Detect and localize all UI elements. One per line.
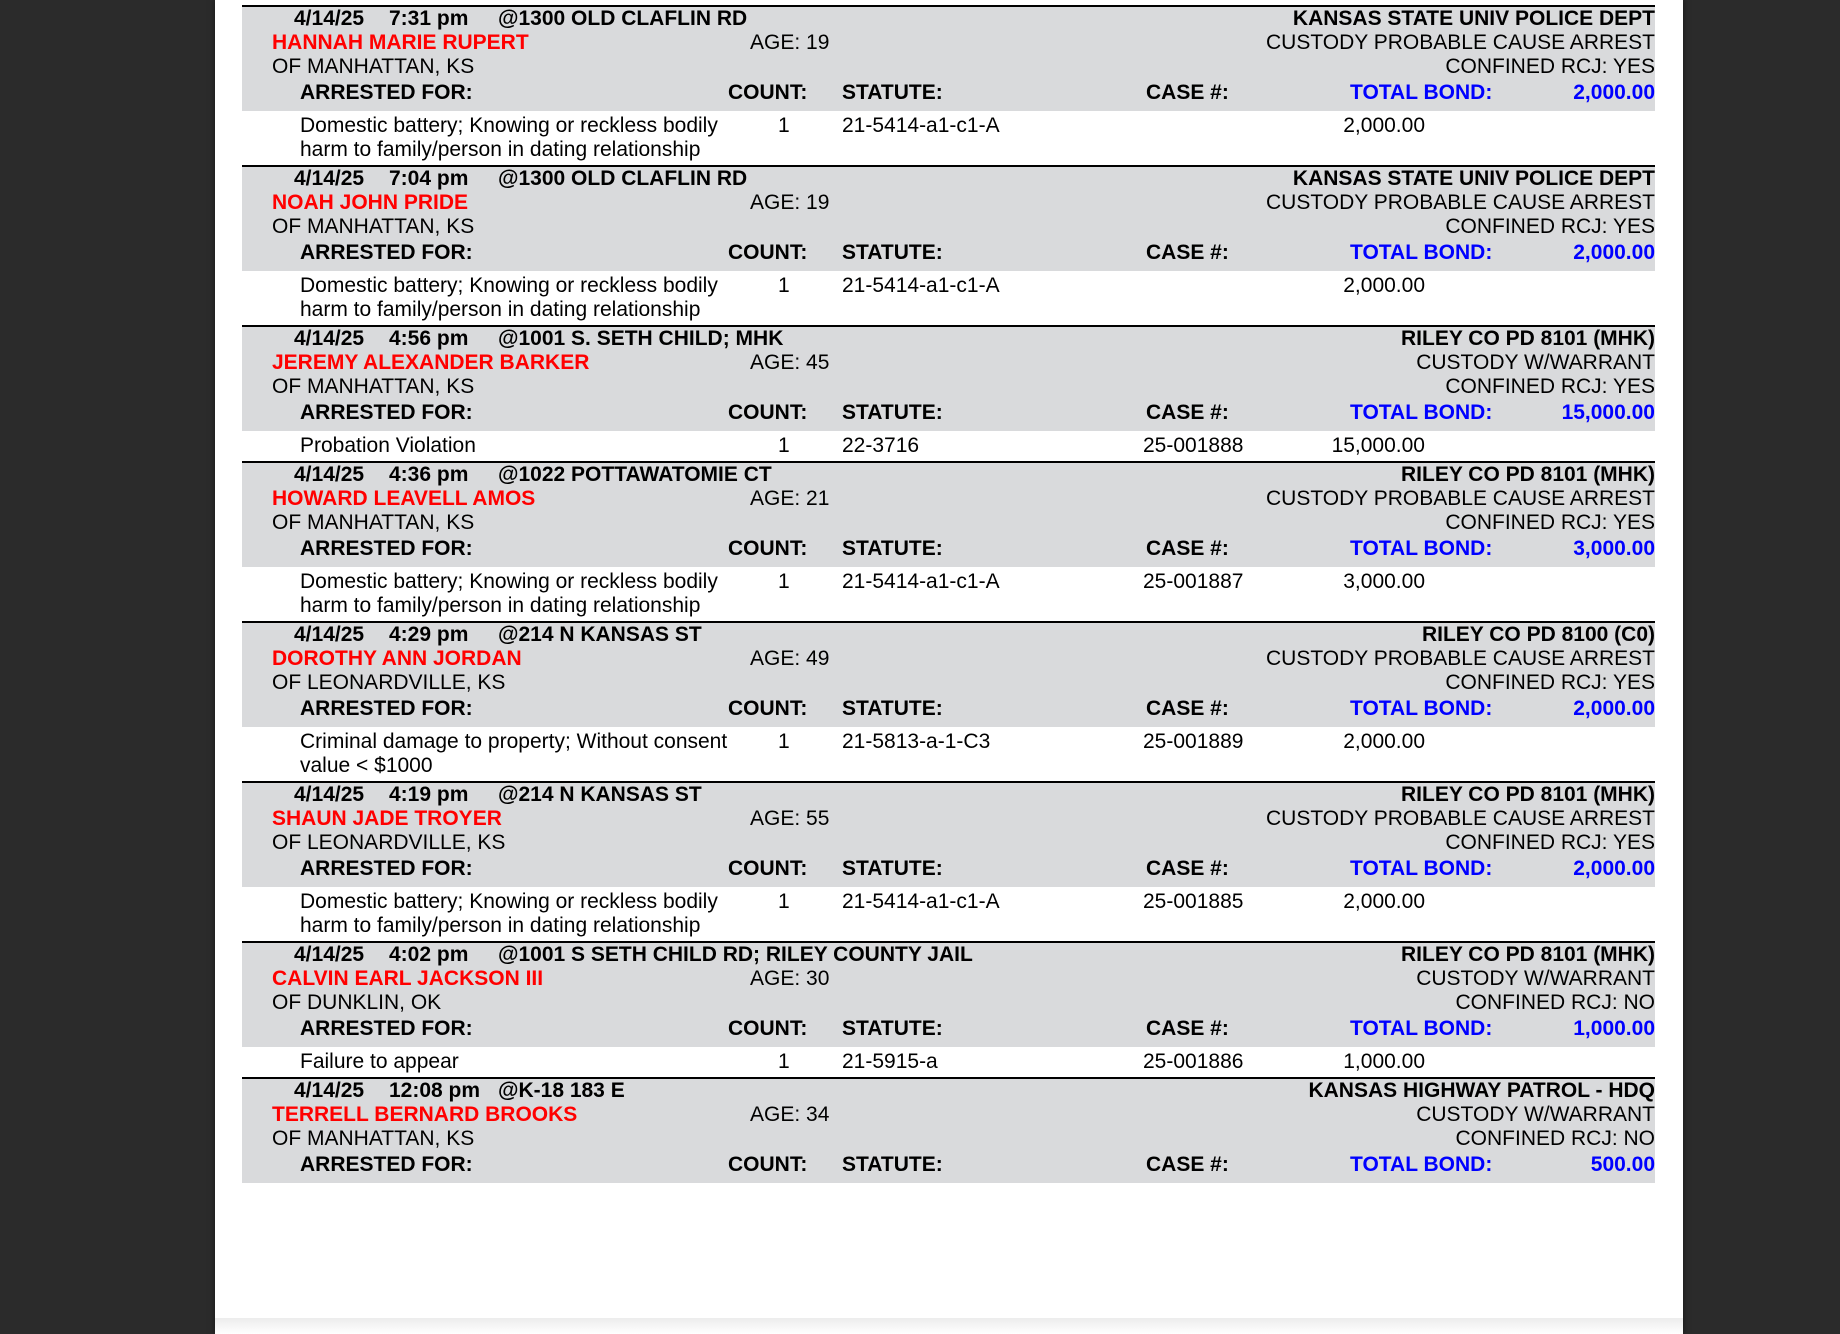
arrestee-residence: OF LEONARDVILLE, KS — [272, 671, 506, 694]
charge-description-cont: value < $1000 — [300, 754, 433, 777]
charge-bond: 2,000.00 — [1343, 890, 1425, 913]
arrest-time: 7:04 pm — [389, 167, 469, 190]
arrest-location: @K-18 183 E — [498, 1079, 625, 1102]
charge-bond: 2,000.00 — [1343, 730, 1425, 753]
page-bottom-edge — [215, 1318, 1683, 1334]
record-header — [242, 943, 1655, 1047]
custody-type: CUSTODY PROBABLE CAUSE ARREST — [1265, 191, 1655, 214]
arrest-location: @1022 POTTAWATOMIE CT — [498, 463, 772, 486]
arrest-time: 12:08 pm — [389, 1079, 481, 1102]
arrestee-name: NOAH JOHN PRIDE — [272, 191, 469, 214]
arrested-for-label: ARRESTED FOR: — [300, 1017, 473, 1040]
arrest-record — [242, 5, 1655, 165]
total-bond-label: TOTAL BOND: — [1350, 857, 1493, 880]
arrestee-name: CALVIN EARL JACKSON III — [272, 967, 544, 990]
arrestee-name: SHAUN JADE TROYER — [272, 807, 502, 830]
total-bond-value: 2,000.00 — [1573, 81, 1655, 104]
statute-label: STATUTE: — [842, 401, 943, 424]
charge-bond: 15,000.00 — [1331, 434, 1425, 457]
statute-label: STATUTE: — [842, 81, 943, 104]
confined-status: CONFINED RCJ: YES — [1445, 671, 1655, 694]
case-label: CASE #: — [1146, 241, 1229, 264]
arrest-time: 4:29 pm — [389, 623, 469, 646]
charge-row — [242, 431, 1655, 461]
charge-count: 1 — [778, 730, 790, 753]
arrest-date: 4/14/25 — [294, 167, 365, 190]
statute-label: STATUTE: — [842, 537, 943, 560]
arrestee-residence: OF DUNKLIN, OK — [272, 991, 442, 1014]
charge-description-cont: harm to family/person in dating relationship — [300, 298, 701, 321]
arrest-records-list — [242, 5, 1655, 1183]
arrest-location: @1300 OLD CLAFLIN RD — [498, 167, 748, 190]
charge-row — [242, 887, 1655, 941]
case-label: CASE #: — [1146, 401, 1229, 424]
arrestee-age: AGE: 21 — [750, 487, 830, 510]
arrestee-age: AGE: 34 — [750, 1103, 830, 1126]
charge-description: Probation Violation — [300, 434, 476, 457]
arrest-location: @1300 OLD CLAFLIN RD — [498, 7, 748, 30]
charge-row — [242, 727, 1655, 781]
charge-description: Domestic battery; Knowing or reckless bodily — [300, 570, 718, 593]
charge-statute: 21-5414-a1-c1-A — [842, 570, 1000, 593]
count-label: COUNT: — [728, 537, 808, 560]
charge-bond: 2,000.00 — [1343, 274, 1425, 297]
arrest-date: 4/14/25 — [294, 623, 365, 646]
charge-case-number: 25-001887 — [1143, 570, 1244, 593]
charge-description: Criminal damage to property; Without consent — [300, 730, 728, 753]
arrest-date: 4/14/25 — [294, 783, 365, 806]
charge-row — [242, 1047, 1655, 1077]
charge-description: Domestic battery; Knowing or reckless bodily — [300, 274, 718, 297]
custody-type: CUSTODY W/WARRANT — [1416, 351, 1655, 374]
arrest-time: 4:36 pm — [389, 463, 469, 486]
charge-statute: 21-5915-a — [842, 1050, 938, 1073]
total-bond-value: 2,000.00 — [1573, 697, 1655, 720]
charge-description-cont: harm to family/person in dating relationship — [300, 914, 701, 937]
arrestee-name: HANNAH MARIE RUPERT — [272, 31, 529, 54]
statute-label: STATUTE: — [842, 857, 943, 880]
charge-description-cont: harm to family/person in dating relationship — [300, 138, 701, 161]
arrestee-age: AGE: 49 — [750, 647, 830, 670]
custody-type: CUSTODY PROBABLE CAUSE ARREST — [1265, 487, 1655, 510]
arrestee-residence: OF MANHATTAN, KS — [272, 55, 475, 78]
record-header — [242, 783, 1655, 887]
arresting-agency: RILEY CO PD 8101 (MHK) — [1401, 327, 1655, 350]
arrestee-name: DOROTHY ANN JORDAN — [272, 647, 522, 670]
case-label: CASE #: — [1146, 81, 1229, 104]
record-header — [242, 167, 1655, 271]
count-label: COUNT: — [728, 81, 808, 104]
arrest-record — [242, 325, 1655, 461]
statute-label: STATUTE: — [842, 1153, 943, 1176]
total-bond-label: TOTAL BOND: — [1350, 81, 1493, 104]
total-bond-value: 2,000.00 — [1573, 241, 1655, 264]
charge-count: 1 — [778, 570, 790, 593]
charge-row — [242, 271, 1655, 325]
record-header — [242, 1079, 1655, 1183]
arrested-for-label: ARRESTED FOR: — [300, 401, 473, 424]
arrest-location: @1001 S SETH CHILD RD; RILEY COUNTY JAIL — [498, 943, 973, 966]
charge-description: Failure to appear — [300, 1050, 459, 1073]
charge-description: Domestic battery; Knowing or reckless bodily — [300, 114, 718, 137]
case-label: CASE #: — [1146, 697, 1229, 720]
arrest-date: 4/14/25 — [294, 943, 365, 966]
report-page — [215, 0, 1683, 1334]
arrest-record — [242, 1077, 1655, 1183]
confined-status: CONFINED RCJ: YES — [1445, 55, 1655, 78]
arrest-record — [242, 941, 1655, 1077]
charge-statute: 22-3716 — [842, 434, 920, 457]
custody-type: CUSTODY PROBABLE CAUSE ARREST — [1265, 31, 1655, 54]
total-bond-value: 15,000.00 — [1561, 401, 1655, 424]
arrestee-age: AGE: 45 — [750, 351, 830, 374]
charge-bond: 2,000.00 — [1343, 114, 1425, 137]
arrest-location: @214 N KANSAS ST — [498, 783, 702, 806]
arrested-for-label: ARRESTED FOR: — [300, 241, 473, 264]
case-label: CASE #: — [1146, 857, 1229, 880]
arrested-for-label: ARRESTED FOR: — [300, 81, 473, 104]
count-label: COUNT: — [728, 1017, 808, 1040]
statute-label: STATUTE: — [842, 1017, 943, 1040]
arrestee-name: JEREMY ALEXANDER BARKER — [272, 351, 590, 374]
custody-type: CUSTODY W/WARRANT — [1416, 1103, 1655, 1126]
charge-count: 1 — [778, 274, 790, 297]
arrestee-name: HOWARD LEAVELL AMOS — [272, 487, 536, 510]
charge-case-number: 25-001885 — [1143, 890, 1244, 913]
total-bond-label: TOTAL BOND: — [1350, 401, 1493, 424]
arresting-agency: KANSAS HIGHWAY PATROL - HDQ — [1308, 1079, 1655, 1102]
arrest-date: 4/14/25 — [294, 1079, 365, 1102]
charge-description: Domestic battery; Knowing or reckless bodily — [300, 890, 718, 913]
arrest-record — [242, 781, 1655, 941]
arrestee-residence: OF MANHATTAN, KS — [272, 375, 475, 398]
total-bond-value: 500.00 — [1590, 1153, 1655, 1176]
charge-description-cont: harm to family/person in dating relationship — [300, 594, 701, 617]
arrestee-age: AGE: 30 — [750, 967, 830, 990]
confined-status: CONFINED RCJ: YES — [1445, 831, 1655, 854]
arrest-time: 4:02 pm — [389, 943, 469, 966]
charge-row — [242, 567, 1655, 621]
arrested-for-label: ARRESTED FOR: — [300, 697, 473, 720]
charge-statute: 21-5414-a1-c1-A — [842, 890, 1000, 913]
arrest-time: 7:31 pm — [389, 7, 469, 30]
charge-statute: 21-5414-a1-c1-A — [842, 274, 1000, 297]
total-bond-label: TOTAL BOND: — [1350, 1153, 1493, 1176]
arrest-date: 4/14/25 — [294, 327, 365, 350]
custody-type: CUSTODY W/WARRANT — [1416, 967, 1655, 990]
arrest-record — [242, 461, 1655, 621]
arrested-for-label: ARRESTED FOR: — [300, 1153, 473, 1176]
arrest-location: @1001 S. SETH CHILD; MHK — [498, 327, 784, 350]
arrestee-residence: OF MANHATTAN, KS — [272, 215, 475, 238]
arrestee-residence: OF MANHATTAN, KS — [272, 511, 475, 534]
count-label: COUNT: — [728, 401, 808, 424]
statute-label: STATUTE: — [842, 697, 943, 720]
arrest-time: 4:19 pm — [389, 783, 469, 806]
total-bond-label: TOTAL BOND: — [1350, 1017, 1493, 1040]
count-label: COUNT: — [728, 697, 808, 720]
charge-bond: 1,000.00 — [1343, 1050, 1425, 1073]
charge-case-number: 25-001888 — [1143, 434, 1244, 457]
record-header — [242, 7, 1655, 111]
arrestee-age: AGE: 19 — [750, 191, 830, 214]
charge-row — [242, 111, 1655, 165]
case-label: CASE #: — [1146, 1017, 1229, 1040]
arrest-date: 4/14/25 — [294, 463, 365, 486]
total-bond-value: 2,000.00 — [1573, 857, 1655, 880]
arrestee-age: AGE: 19 — [750, 31, 830, 54]
arrest-record — [242, 621, 1655, 781]
arrest-location: @214 N KANSAS ST — [498, 623, 702, 646]
total-bond-value: 1,000.00 — [1573, 1017, 1655, 1040]
custody-type: CUSTODY PROBABLE CAUSE ARREST — [1265, 647, 1655, 670]
record-header — [242, 327, 1655, 431]
arresting-agency: RILEY CO PD 8101 (MHK) — [1401, 943, 1655, 966]
charge-bond: 3,000.00 — [1343, 570, 1425, 593]
confined-status: CONFINED RCJ: NO — [1455, 991, 1655, 1014]
case-label: CASE #: — [1146, 537, 1229, 560]
count-label: COUNT: — [728, 857, 808, 880]
count-label: COUNT: — [728, 1153, 808, 1176]
arresting-agency: RILEY CO PD 8101 (MHK) — [1401, 783, 1655, 806]
charge-statute: 21-5414-a1-c1-A — [842, 114, 1000, 137]
arrestee-residence: OF LEONARDVILLE, KS — [272, 831, 506, 854]
arrestee-age: AGE: 55 — [750, 807, 830, 830]
arrested-for-label: ARRESTED FOR: — [300, 857, 473, 880]
statute-label: STATUTE: — [842, 241, 943, 264]
charge-count: 1 — [778, 1050, 790, 1073]
case-label: CASE #: — [1146, 1153, 1229, 1176]
total-bond-value: 3,000.00 — [1573, 537, 1655, 560]
arresting-agency: RILEY CO PD 8101 (MHK) — [1401, 463, 1655, 486]
total-bond-label: TOTAL BOND: — [1350, 241, 1493, 264]
confined-status: CONFINED RCJ: YES — [1445, 215, 1655, 238]
record-header — [242, 623, 1655, 727]
confined-status: CONFINED RCJ: YES — [1445, 375, 1655, 398]
arrestee-residence: OF MANHATTAN, KS — [272, 1127, 475, 1150]
charge-case-number: 25-001886 — [1143, 1050, 1244, 1073]
arresting-agency: KANSAS STATE UNIV POLICE DEPT — [1292, 7, 1655, 30]
total-bond-label: TOTAL BOND: — [1350, 697, 1493, 720]
arrestee-name: TERRELL BERNARD BROOKS — [272, 1103, 578, 1126]
arrested-for-label: ARRESTED FOR: — [300, 537, 473, 560]
count-label: COUNT: — [728, 241, 808, 264]
arrest-record — [242, 165, 1655, 325]
charge-case-number: 25-001889 — [1143, 730, 1244, 753]
arresting-agency: RILEY CO PD 8100 (C0) — [1421, 623, 1655, 646]
charge-count: 1 — [778, 434, 790, 457]
arrest-date: 4/14/25 — [294, 7, 365, 30]
charge-statute: 21-5813-a-1-C3 — [842, 730, 991, 753]
confined-status: CONFINED RCJ: NO — [1455, 1127, 1655, 1150]
record-header — [242, 463, 1655, 567]
confined-status: CONFINED RCJ: YES — [1445, 511, 1655, 534]
arresting-agency: KANSAS STATE UNIV POLICE DEPT — [1292, 167, 1655, 190]
charge-count: 1 — [778, 890, 790, 913]
arrest-time: 4:56 pm — [389, 327, 469, 350]
charge-count: 1 — [778, 114, 790, 137]
custody-type: CUSTODY PROBABLE CAUSE ARREST — [1265, 807, 1655, 830]
total-bond-label: TOTAL BOND: — [1350, 537, 1493, 560]
